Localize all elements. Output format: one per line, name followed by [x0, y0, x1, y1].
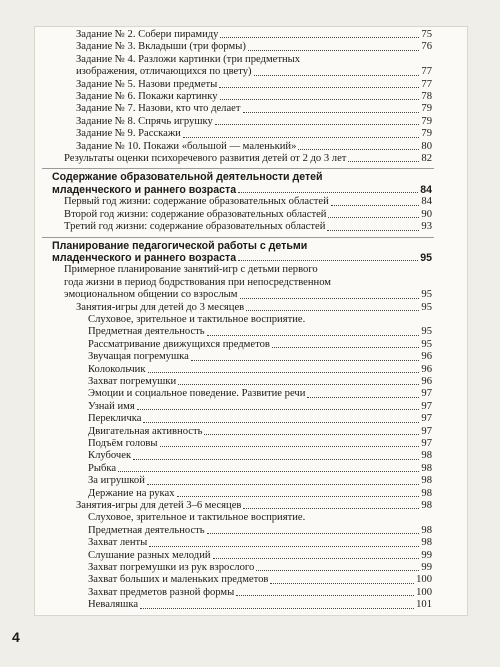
dot-leader: [215, 124, 420, 125]
dot-leader: [327, 230, 419, 231]
toc-section-heading[interactable]: [52, 171, 432, 196]
toc-entry[interactable]: [52, 221, 432, 233]
dot-leader: [213, 558, 420, 559]
toc-entry-text: Рассматривание движущихся предметов: [88, 338, 270, 350]
toc-entry[interactable]: [52, 537, 432, 549]
toc-entry[interactable]: [52, 209, 432, 221]
toc-page-number: 76: [421, 41, 432, 53]
toc-section-heading[interactable]: [52, 240, 432, 265]
toc-entry[interactable]: [52, 587, 432, 599]
toc-page-number: 98: [421, 524, 432, 536]
dot-leader: [236, 595, 414, 596]
dot-leader: [243, 508, 419, 509]
dot-leader: [331, 205, 420, 206]
dot-leader: [256, 570, 419, 571]
dot-leader: [272, 347, 420, 348]
toc-entry[interactable]: [52, 562, 432, 574]
toc-entry-text: Задание № 9. Расскажи: [76, 128, 181, 140]
toc-entry-text: Задание № 2. Собери пирамиду: [76, 29, 219, 40]
toc-entry-text: Задание № 10. Покажи «большой — маленький»: [76, 140, 297, 152]
toc-page-number: 97: [421, 400, 432, 412]
toc-entry-text: Захват погремушки: [88, 375, 177, 387]
toc-entry-text: Задание № 5. Назови предметы: [76, 78, 218, 90]
toc-entry[interactable]: [52, 364, 432, 376]
toc-entry-text: Занятия-игры для детей 3–6 месяцев: [76, 500, 242, 512]
dot-leader: [246, 310, 419, 311]
dot-leader: [238, 192, 418, 193]
toc-page-number: 98: [421, 450, 432, 462]
toc-entry-text: Задание № 6. Покажи картинку: [76, 91, 218, 103]
toc-page-number: 98: [421, 500, 432, 512]
toc-entry[interactable]: [52, 388, 432, 400]
toc-page-number: 100: [416, 574, 432, 586]
toc-entry[interactable]: [52, 376, 432, 388]
dot-leader: [143, 422, 419, 423]
toc-entry[interactable]: [52, 196, 432, 208]
dot-leader: [147, 484, 420, 485]
toc-entry[interactable]: [52, 450, 432, 462]
toc-page-number: 90: [421, 208, 432, 220]
toc-page-number: 95: [421, 338, 432, 350]
toc-entry[interactable]: [52, 116, 432, 128]
toc-entry[interactable]: [52, 512, 432, 537]
toc-entry[interactable]: [52, 463, 432, 475]
toc-page-number: 79: [421, 103, 432, 115]
toc-entry[interactable]: [52, 438, 432, 450]
toc-entry-text: эмоциональном общении со взрослым: [64, 289, 238, 301]
toc-page-number: 77: [421, 78, 432, 90]
toc-entry-text: Двигательная активность: [88, 425, 203, 437]
toc-entry-text: Захват предметов разной формы: [88, 586, 235, 598]
toc-entry-text: Задание № 4. Разложи картинки (три предметных: [76, 53, 301, 65]
toc-entry[interactable]: [52, 79, 432, 91]
toc-entry-text: Захват больших и маленьких предметов: [88, 574, 269, 586]
section-divider: [42, 168, 434, 169]
dot-leader: [207, 533, 420, 534]
toc-page-number: 82: [421, 153, 432, 165]
toc-page-number: 95: [421, 326, 432, 338]
toc-page-number: 79: [421, 115, 432, 127]
toc-page-number: 99: [421, 549, 432, 561]
toc-page-number: 78: [421, 91, 432, 103]
toc-entry-text: Третий год жизни: содержание образовательных областей: [64, 221, 326, 233]
toc-entry-text: Подъём головы: [88, 438, 158, 449]
toc-page-number: 97: [421, 425, 432, 437]
toc-page-number: 97: [421, 438, 432, 449]
toc-page-number: 100: [416, 586, 432, 598]
toc-page-number: 98: [421, 487, 432, 499]
toc-entry[interactable]: [52, 153, 432, 165]
toc-page-number: 98: [421, 537, 432, 549]
toc-page-number: 95: [421, 301, 432, 313]
table-of-contents: [52, 29, 432, 612]
toc-entry[interactable]: [52, 54, 432, 79]
toc-entry-text: Второй год жизни: содержание образовательных областей: [64, 208, 327, 220]
dot-leader: [207, 335, 420, 336]
toc-entry-text: Захват погремушки из рук взрослого: [88, 562, 255, 574]
toc-entry[interactable]: [52, 41, 432, 53]
toc-entry-text: Содержание образовательной деятельности детей: [52, 171, 323, 184]
toc-entry[interactable]: [52, 426, 432, 438]
toc-entry-text: Слуховое, зрительное и тактильное восприятие.: [88, 313, 306, 325]
toc-entry-text: Перекличка: [88, 413, 142, 425]
toc-page-number: 77: [421, 66, 432, 78]
dot-leader: [254, 75, 420, 76]
toc-entry[interactable]: [52, 413, 432, 425]
toc-entry-text: За игрушкой: [88, 475, 145, 487]
toc-page-number: 93: [421, 221, 432, 233]
toc-page-number: 99: [421, 562, 432, 574]
toc-page-number: 95: [421, 289, 432, 301]
toc-entry-text: Эмоции и социальное поведение. Развитие речи: [88, 388, 306, 400]
dot-leader: [140, 608, 414, 609]
toc-page-number: 79: [421, 128, 432, 140]
dot-leader: [148, 372, 420, 373]
toc-entry-text: Предметная деятельность: [88, 326, 205, 338]
toc-entry-text: Планирование педагогической работы с детьми: [52, 239, 308, 252]
toc-entry-text: Первый год жизни: содержание образовательных областей: [64, 196, 329, 208]
toc-entry[interactable]: [52, 314, 432, 339]
toc-entry-text: Слуховое, зрительное и тактильное восприятие.: [88, 512, 306, 524]
toc-entry[interactable]: [52, 141, 432, 153]
toc-page-number: 84: [421, 196, 432, 208]
dot-leader: [137, 409, 420, 410]
dot-leader: [177, 496, 420, 497]
toc-page-number: 101: [416, 599, 432, 611]
toc-entry-text: Рыбка: [88, 462, 117, 474]
dot-leader: [348, 161, 419, 162]
dot-leader: [248, 50, 420, 51]
toc-entry-text: Держание на руках: [88, 487, 175, 499]
dot-leader: [220, 99, 420, 100]
toc-entry-text: Задание № 3. Вкладыши (три формы): [76, 41, 246, 53]
toc-entry[interactable]: [52, 302, 432, 314]
dot-leader: [219, 87, 419, 88]
dot-leader: [270, 583, 414, 584]
toc-entry[interactable]: [52, 475, 432, 487]
toc-page-number: 75: [421, 29, 432, 40]
toc-entry-text: Слушание разных мелодий: [88, 549, 211, 561]
toc-entry-text: Занятия-игры для детей до 3 месяцев: [76, 301, 245, 313]
toc-entry[interactable]: [52, 264, 432, 301]
toc-entry[interactable]: [52, 401, 432, 413]
page-number: 4: [12, 629, 20, 645]
toc-page-number: 97: [421, 388, 432, 400]
dot-leader: [149, 546, 419, 547]
dot-leader: [307, 397, 419, 398]
toc-entry-text: Звучащая погремушка: [88, 351, 189, 363]
dot-leader: [204, 434, 419, 435]
toc-entry[interactable]: [52, 500, 432, 512]
toc-page-number: 98: [421, 475, 432, 487]
toc-entry[interactable]: [52, 488, 432, 500]
toc-entry-text: младенческого и раннего возраста: [52, 251, 237, 264]
toc-page-number: 84: [420, 183, 432, 196]
section-divider: [42, 237, 434, 238]
dot-leader: [118, 471, 419, 472]
dot-leader: [328, 217, 419, 218]
dot-leader: [298, 149, 419, 150]
toc-entry-text: Узнай имя: [88, 400, 135, 412]
toc-entry-text: Предметная деятельность: [88, 524, 205, 536]
toc-entry[interactable]: [52, 128, 432, 140]
toc-entry-text: изображения, отличающихся по цвету): [76, 66, 252, 78]
toc-entry-text: Захват ленты: [88, 537, 148, 549]
dot-leader: [178, 384, 419, 385]
toc-page-number: 98: [421, 462, 432, 474]
toc-entry-text: младенческого и раннего возраста: [52, 183, 237, 196]
toc-entry-text: Результаты оценки психоречевого развития детей от 2 до 3 лет: [64, 153, 347, 165]
toc-page-number: 80: [421, 140, 432, 152]
toc-page-number: 96: [421, 363, 432, 375]
dot-leader: [183, 137, 420, 138]
toc-page-number: 96: [421, 351, 432, 363]
dot-leader: [191, 360, 420, 361]
toc-entry-text: Колокольчик: [88, 363, 146, 375]
toc-page-number: 95: [420, 251, 432, 264]
dot-leader: [238, 260, 418, 261]
toc-entry[interactable]: [52, 599, 432, 611]
toc-entry-text: Задание № 8. Спрячь игрушку: [76, 115, 213, 127]
toc-entry-text: года жизни в период бодрствования при непосредственном: [64, 276, 331, 288]
toc-page-number: 96: [421, 375, 432, 387]
dot-leader: [220, 37, 419, 38]
dot-leader: [240, 298, 420, 299]
dot-leader: [243, 112, 420, 113]
toc-page-number: 97: [421, 413, 432, 425]
toc-entry-text: Неваляшка: [88, 599, 139, 611]
toc-entry-text: Примерное планирование занятий-игр с детьми первого: [64, 264, 318, 276]
toc-entry-text: Задание № 7. Назови, кто что делает: [76, 103, 241, 115]
toc-entry[interactable]: [52, 550, 432, 562]
toc-entry[interactable]: [52, 574, 432, 586]
toc-entry[interactable]: [52, 91, 432, 103]
toc-entry[interactable]: [52, 103, 432, 115]
dot-leader: [160, 446, 420, 447]
toc-entry[interactable]: [52, 351, 432, 363]
toc-entry[interactable]: [52, 29, 432, 41]
dot-leader: [133, 459, 419, 460]
toc-entry[interactable]: [52, 339, 432, 351]
toc-entry-text: Клубочек: [88, 450, 132, 462]
